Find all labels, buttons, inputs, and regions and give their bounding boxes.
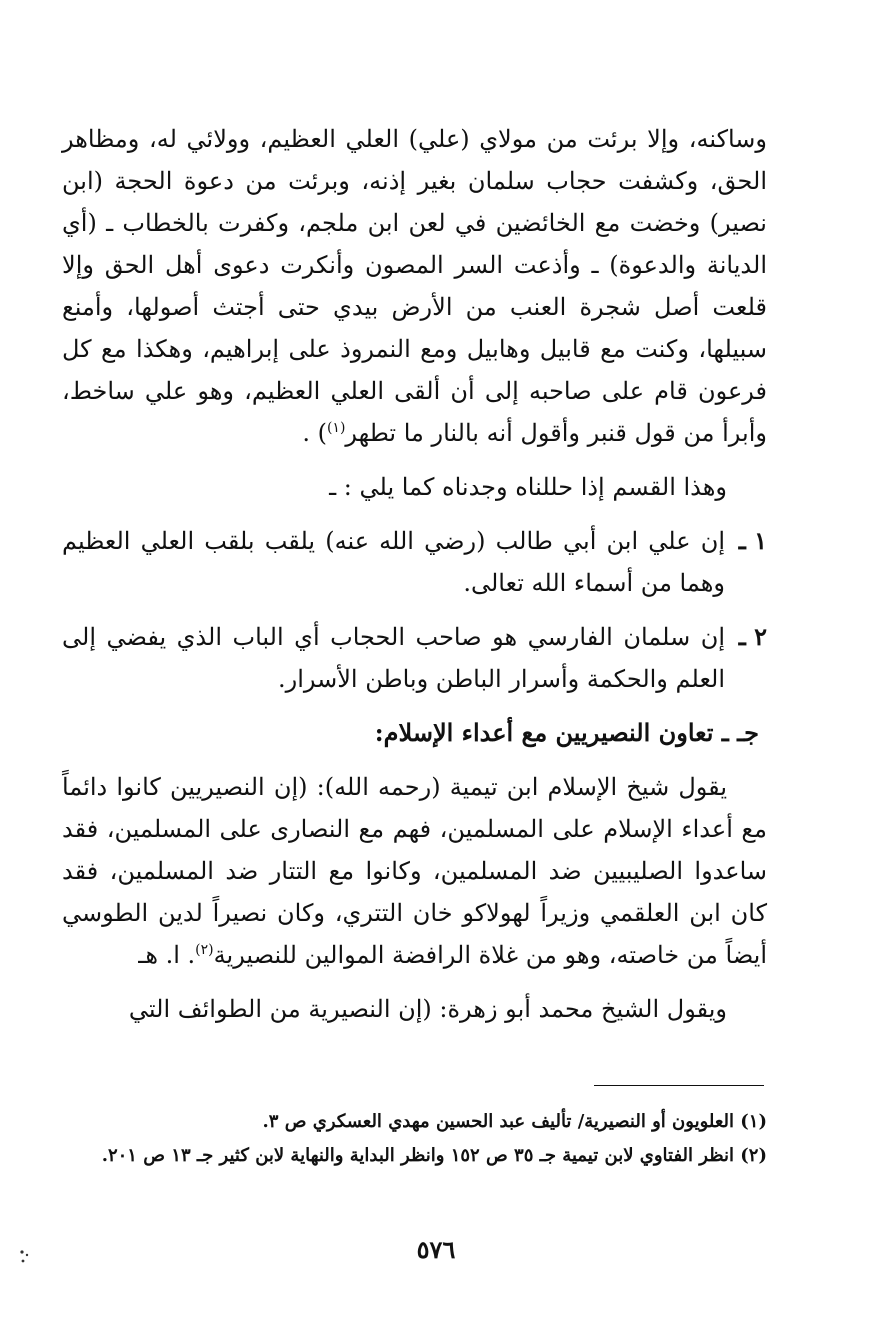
list-item-1 [62,520,767,604]
footnote-2: (٢) انظر الفتاوي لابن تيمية جـ ٣٥ ص ١٥٢ وانظر البداية والنهاية لابن كثير جـ ١٣ ص ٢٠١. [101,1145,767,1166]
footnote-ref-2[interactable]: (٢) [195,942,214,958]
list-item-2-text: إن سلمان الفارسي هو صاحب الحجاب أي الباب الذي يفضي إلى العلم والحكمة وأسرار الباطن وباطن الأسرار. [62,623,725,693]
footnote-ref-1[interactable]: (١) [326,420,346,436]
section-heading: جـ ـ تعاون النصيريين مع أعداء الإسلام: [374,718,759,747]
paragraph-ibn-taymiyya-end: . ا. هـ [138,941,196,969]
page-number: ٥٧٦ [416,1235,456,1264]
footnote-1: (١) العلويون أو النصيرية/ تأليف عبد الحسين مهدي العسكري ص ٣. [262,1111,767,1132]
list-item-2 [62,616,767,700]
footnotes [62,1106,767,1174]
paragraph-oath-text: وساكنه، وإلا برئت من مولاي (علي) العلي العظيم، وولائي له، ومظاهر الحق، وكشفت حجاب سلمان بغير إذنه، وبرئت من دعوة الحجة (ابن نصير) وخضت مع الخائضين في لعن ابن ملجم، وكفرت بالخطاب ـ (أي الديانة والدعوة) ـ وأذعت السر المصون وأنكرت دعوى أهل الحق وإلا قلعت أصل شجرة العنب من الأرض بيدي حتى أجتث أصولها، وأمنع سبيلها، وكنت مع قابيل وهابيل ومع النمروذ على إبراهيم، وهكذا مع كل فرعون قام على صاحبه إلى أن ألقى العلي العظيم، وهو علي ساخط، وأبرأ من قول قنبر وأقول أنه بالنار ما تطهر [62,125,767,447]
list-item-1-text: إن علي ابن أبي طالب (رضي الله عنه) يلقب بلقب العلي العظيم وهما من أسماء الله تعالى. [62,527,725,597]
paragraph-abu-zahra: ويقول الشيخ محمد أبو زهرة: (إن النصيرية من الطوائف التي [128,995,727,1023]
list-item-1-number: ١ ـ [738,526,767,555]
paragraph-analysis-intro: وهذا القسم إذا حللناه وجدناه كما يلي : ـ [329,473,727,501]
paragraph-oath-continued [62,118,767,454]
paragraph-oath-end: ) . [302,419,327,447]
footnote-divider [594,1085,764,1086]
paragraph-ibn-taymiyya [62,766,767,976]
list-item-2-number: ٢ ـ [738,622,767,651]
paragraph-ibn-taymiyya-text: يقول شيخ الإسلام ابن تيمية (رحمه الله): (إن النصيريين كانوا دائماً مع أعداء الإسلام على المسلمين، فهم مع النصارى على المسلمين، فقد ساعدوا الصليبيين ضد المسلمين، وكانوا مع التتار ضد المسلمين، فقد كان ابن العلقمي وزيراً لهولاكو خان التتري، وكان نصيراً لدين الطوسي أيضاً من خاصته، وهو من غلاة الرافضة الموالين للنصيرية [62,773,767,969]
scan-edge-mark-icon [14,1246,36,1268]
page-body [62,118,767,1042]
